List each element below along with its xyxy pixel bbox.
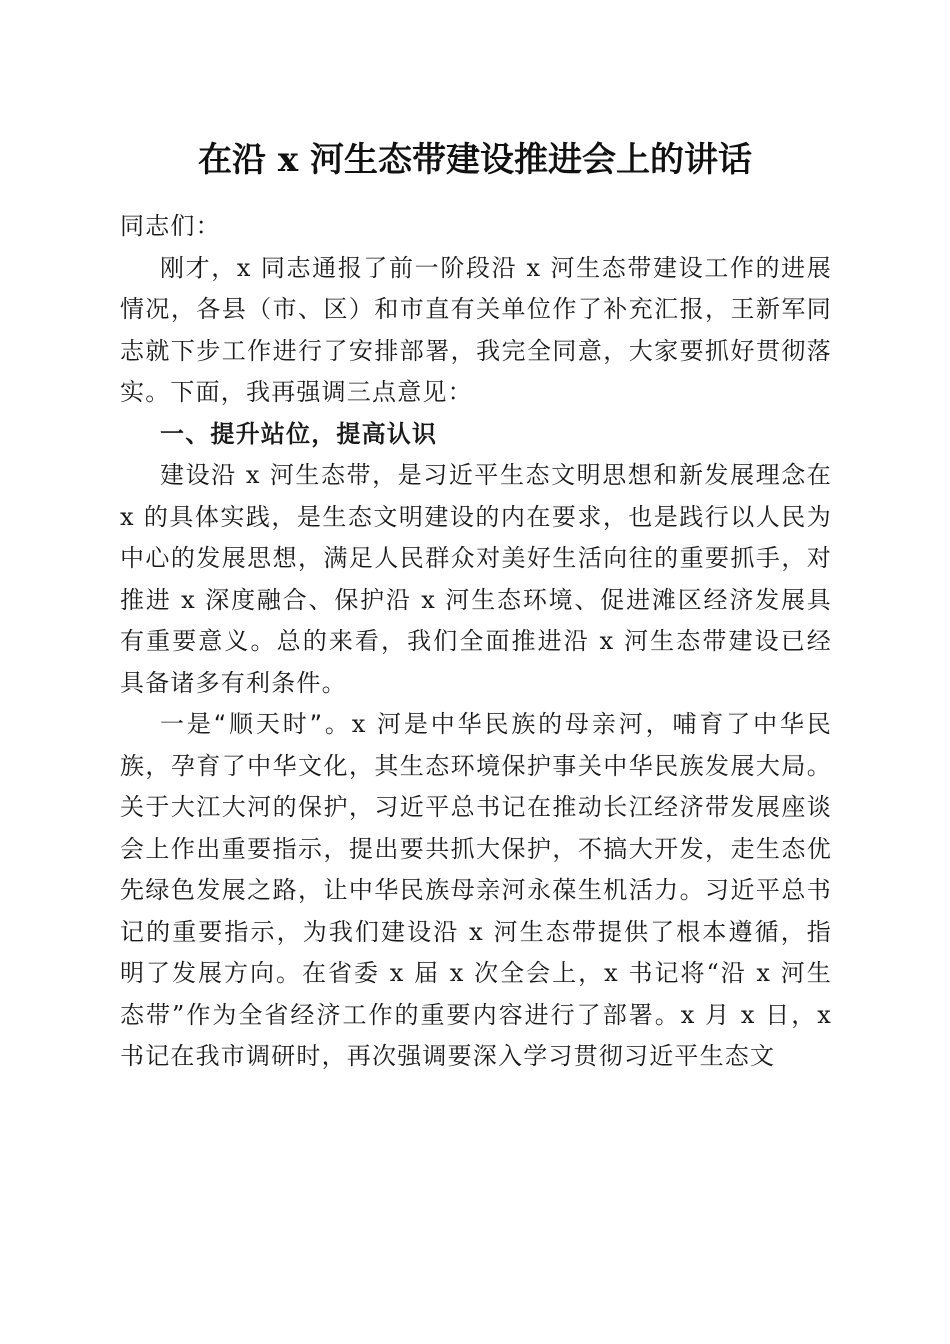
point-1-lead: 一是“顺天时”。	[160, 710, 352, 738]
paragraph-intro: 刚才，x 同志通报了前一阶段沿 x 河生态带建设工作的进展情况，各县（市、区）和市直有关单位作了补充汇报，王新军同志就下步工作进行了安排部署，我完全同意，大家要抓好贯彻落实。下面，我再强调三点意见：	[120, 253, 832, 406]
document-title: 在沿 x 河生态带建设推进会上的讲话	[198, 140, 752, 180]
point-1-body: x 河是中华民族的母亲河，哺育了中华民族，孕育了中华文化，其生态环境保护事关中华民族发展大局。关于大江大河的保护，习近平总书记在推动长江经济带发展座谈会上作出重要指示，提出要共抓大保护，不搞大开发，走生态优先绿色发展之路，让中华民族母亲河永葆生机活力。习近平总书记的重要指示，为我们建设沿 x 河生态带提供了根本遵循，指明了发展方向。在省委 x 届 x 次全会上，x 书记将“沿 x 河生态带”作为全省经济工作的重要内容进行了部署。x 月 x 日，x 书记在我市调研时，再次强调要深入学习贯彻习近平生态文	[120, 710, 833, 1070]
paragraph-point-1	[120, 704, 832, 1078]
paragraph-conditions: 建设沿 x 河生态带，是习近平生态文明思想和新发展理念在 x 的具体实践，是生态文明建设的内在要求，也是践行以人民为中心的发展思想，满足人民群众对美好生活向往的重要抓手，对推进 x 深度融合、保护沿 x 河生态环境、促进滩区经济发展具有重要意义。总的来看，我们全面推进沿 x 河生态带建设已经具备诸多有利条件。	[120, 461, 832, 697]
salutation: 同志们：	[120, 212, 221, 240]
section-heading-1: 一、提升站位，提高认识	[160, 419, 438, 448]
document-body	[120, 206, 832, 1078]
